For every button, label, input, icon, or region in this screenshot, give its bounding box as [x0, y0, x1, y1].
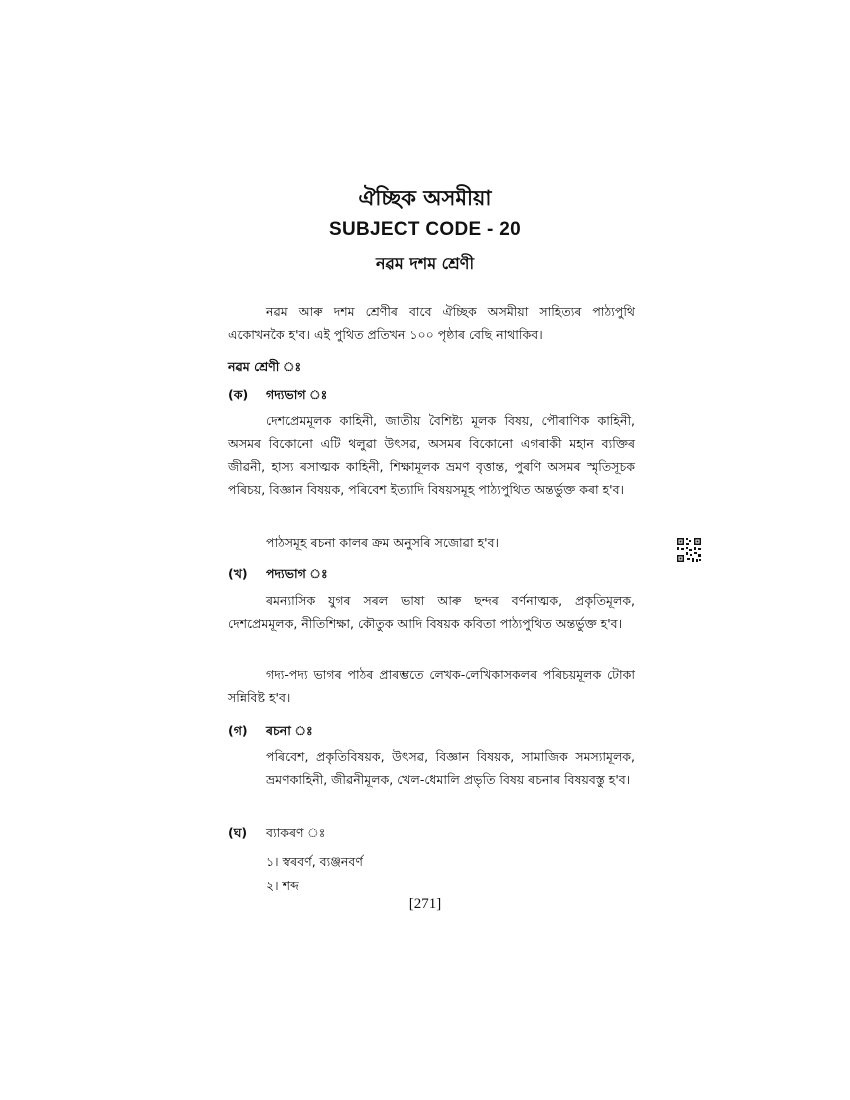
- qr-code-icon: [676, 537, 702, 563]
- section-ka-label: (ক): [228, 387, 249, 402]
- section-kha-title: পদ্যভাগ ঃ: [266, 566, 328, 581]
- subject-code: SUBJECT CODE - 20: [329, 219, 521, 240]
- section-ga-paragraph: পৰিবেশ, প্ৰকৃতিবিষয়ক, উৎসৱ, বিজ্ঞান বিষয়ক, সামাজিক সমস্যামূলক, ভ্ৰমণকাহিনী, জীৱনীমূলক, খেল-ধেমালি প্ৰভৃতি বিষয় ৰচনাৰ বিষয়বস্তু হ'ব।: [266, 749, 635, 787]
- class9-heading: নৱম শ্ৰেণী ঃ: [228, 359, 302, 374]
- section-ga-label: (গ): [228, 723, 248, 738]
- page-title: ঐচ্ছিক অসমীয়া: [358, 186, 492, 210]
- section-kha-label: (খ): [228, 566, 248, 581]
- section-kha-paragraph: ৰমন্যাসিক যুগৰ সৰল ভাষা আৰু ছন্দৰ বৰ্ণনাত্মক, প্ৰকৃতিমূলক, দেশপ্ৰেমমূলক, নীতিশিক্ষা, কৌতুক আদি বিষয়ক কবিতা পাঠ্যপুথিত অন্তৰ্ভুক্ত হ'ব।: [228, 593, 635, 631]
- section-ka-note: পাঠসমূহ ৰচনা কালৰ ক্ৰম অনুসৰি সজোৱা হ'ব।: [266, 535, 499, 550]
- page-number: [271]: [408, 896, 442, 912]
- section-ka-title: গদ্যভাগ ঃ: [266, 387, 328, 402]
- section-kha-note: গদ্য-পদ্য ভাগৰ পাঠৰ প্ৰাৰম্ভতে লেখক-লেখিকাসকলৰ পৰিচয়মূলক টোকা সন্নিবিষ্ট হ'ব।: [228, 667, 635, 705]
- section-ka-paragraph: দেশপ্ৰেমমূলক কাহিনী, জাতীয় বৈশিষ্ট্য মূলক বিষয়, পৌৰাণিক কাহিনী, অসমৰ বিকোনো এটি থলুৱা উৎসৱ, অসমৰ বিকোনো এগৰাকী মহান ব্যক্তিৰ জীৱনী, হাস্য ৰসাত্মক কাহিনী, শিক্ষামূলক ভ্ৰমণ বৃত্তান্ত, পুৰণি অসমৰ স্মৃতিসূচক পৰিচয়, বিজ্ঞান বিষয়ক, পৰিবেশ ইত্যাদি বিষয়সমূহ পাঠ্যপুথিত অন্তৰ্ভুক্ত কৰা হ'ব।: [228, 413, 635, 497]
- grammar-item: ১। স্বৰবৰ্ণ, ব্যঞ্জনবৰ্ণ: [266, 854, 363, 869]
- section-ga-title: ৰচনা ঃ: [266, 723, 313, 738]
- class-line: নৱম দশম শ্ৰেণী: [375, 254, 475, 273]
- section-gha-label: (ঘ): [228, 825, 248, 840]
- grammar-item: ২। শব্দ: [266, 878, 299, 893]
- section-gha-title: ব্যাকৰণ ঃ: [266, 825, 326, 840]
- intro-paragraph: নৱম আৰু দশম শ্ৰেণীৰ বাবে ঐচ্ছিক অসমীয়া সাহিত্যৰ পাঠ্যপুথি একোখনকৈ হ'ব। এই পুথিত প্ৰতিখন ১০০ পৃষ্ঠাৰ বেছি নাথাকিব।: [228, 304, 635, 342]
